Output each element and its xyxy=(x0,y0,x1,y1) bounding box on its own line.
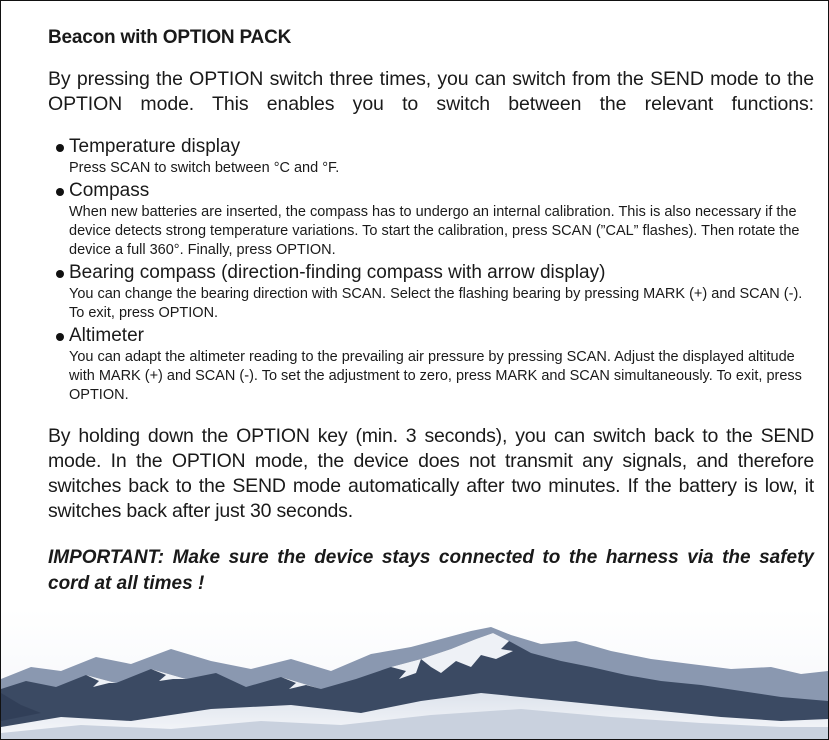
feature-bearing-compass xyxy=(56,262,814,323)
page-content xyxy=(48,27,814,597)
mountain-panorama-image xyxy=(1,609,828,739)
bullet-icon xyxy=(56,188,64,196)
feature-title: Compass xyxy=(69,180,150,201)
feature-list xyxy=(48,136,814,405)
important-notice: IMPORTANT: Make sure the device stays connected to the harness via the safety cord at all times ! xyxy=(48,547,814,594)
feature-title: Altimeter xyxy=(69,325,144,346)
feature-description: You can change the bearing direction with SCAN. Select the flashing bearing by pressing MARK (+) and SCAN (-). To exit, press OPTION. xyxy=(69,286,803,321)
bullet-icon xyxy=(56,144,64,152)
feature-title: Bearing compass (direction-finding compass with arrow display) xyxy=(69,262,606,283)
feature-description: Press SCAN to switch between °C and °F. xyxy=(69,160,340,176)
feature-description: When new batteries are inserted, the compass has to undergo an internal calibration. This is also necessary if the device detects strong temperature variations. To start the calibration, press SCAN (”CAL” flashes). Then rotate the device a full 360°. Finally, press OPTION. xyxy=(69,204,800,258)
intro-paragraph: By pressing the OPTION switch three times, you can switch from the SEND mode to the OPTION mode. This enables you to switch between the relevant functions: xyxy=(48,68,814,115)
feature-temperature xyxy=(56,136,814,178)
bullet-icon xyxy=(56,333,64,341)
feature-compass xyxy=(56,180,814,260)
page-title: Beacon with OPTION PACK xyxy=(48,27,292,48)
send-mode-paragraph: By holding down the OPTION key (min. 3 seconds), you can switch back to the SEND mode. In the OPTION mode, the device does not transmit any signals, and therefore switches back to the SEND mode automatically after two minutes. If the battery is low, it switches back after just 30 seconds. xyxy=(48,425,814,522)
feature-altimeter xyxy=(56,325,814,405)
feature-title: Temperature display xyxy=(69,136,241,157)
feature-description: You can adapt the altimeter reading to the prevailing air pressure by pressing SCAN. Adjust the displayed altitude with MARK (+) and SCAN (-). To set the adjustment to zero, press MARK and SCAN simultaneously. To exit, press OPTION. xyxy=(69,349,802,403)
bullet-icon xyxy=(56,270,64,278)
